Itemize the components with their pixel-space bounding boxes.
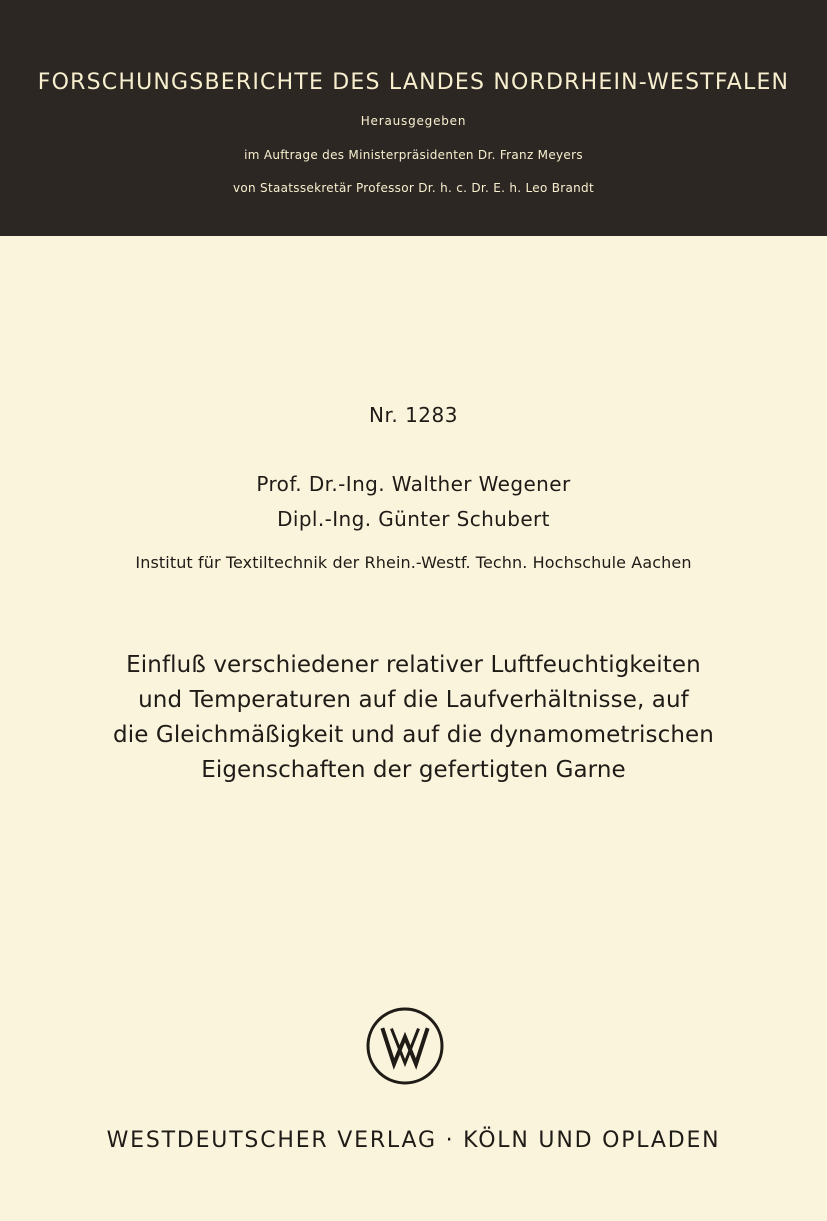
wv-logo-icon xyxy=(365,1006,445,1086)
published-by-line: Herausgegeben xyxy=(360,114,467,128)
title-line-1: Einfluß verschiedener relativer Luftfeuchtigkeiten xyxy=(126,652,701,678)
editor-line: von Staatssekretär Professor Dr. h. c. Dr. E. h. Leo Brandt xyxy=(232,181,594,195)
publisher-logo xyxy=(365,1006,445,1086)
commission-line: im Auftrage des Ministerpräsidenten Dr. Franz Meyers xyxy=(244,148,583,162)
report-number: Nr. 1283 xyxy=(369,403,458,427)
institute-line: Institut für Textiltechnik der Rhein.-Westf. Techn. Hochschule Aachen xyxy=(135,553,692,572)
series-title: FORSCHUNGSBERICHTE DES LANDES NORDRHEIN-WESTFALEN xyxy=(37,70,790,95)
title-line-3: die Gleichmäßigkeit und auf die dynamometrischen xyxy=(113,722,714,748)
publisher-line: WESTDEUTSCHER VERLAG · KÖLN UND OPLADEN xyxy=(106,1128,721,1153)
author-2: Dipl.-Ing. Günter Schubert xyxy=(277,507,550,531)
title-line-2: und Temperaturen auf die Laufverhältnisse, auf xyxy=(138,687,689,713)
title-line-4: Eigenschaften der gefertigten Garne xyxy=(201,757,626,783)
report-title xyxy=(80,648,747,788)
cover-header-band xyxy=(0,0,827,236)
author-1: Prof. Dr.-Ing. Walther Wegener xyxy=(256,472,571,496)
